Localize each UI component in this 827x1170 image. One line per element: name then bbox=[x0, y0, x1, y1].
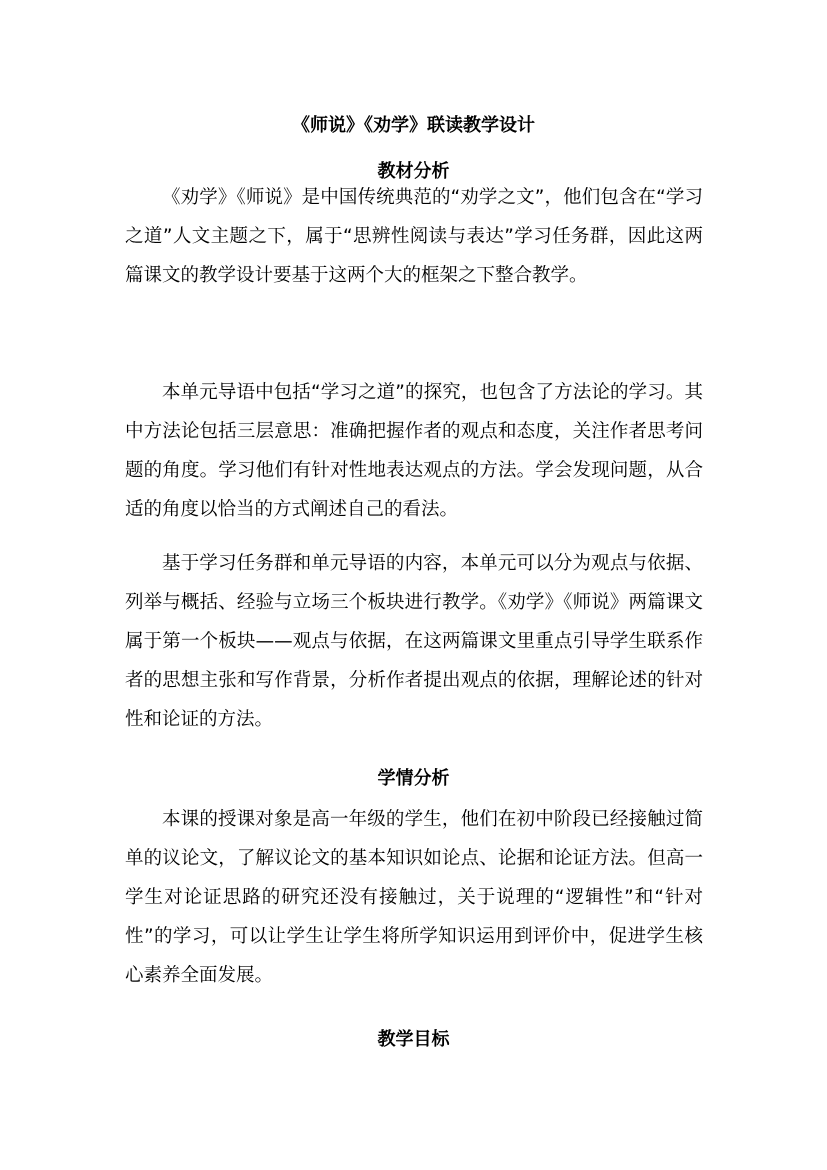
paragraph: 本课的授课对象是高一年级的学生，他们在初中阶段已经接触过简单的议论文，了解议论文的基本知识如论点、论据和论证方法。但高一学生对论证思路的研究还没有接触过，关于说理的“逻辑性”和“针对性”的学习，可以让学生让学生将所学知识运用到评价中，促进学生核心素养全面发展。 bbox=[125, 809, 703, 986]
section-heading-textbook-analysis: 教材分析 bbox=[377, 161, 450, 182]
section-heading-teaching-objectives: 教学目标 bbox=[377, 1029, 450, 1050]
document-title: 《师说》《劝学》联读教学设计 bbox=[292, 115, 535, 136]
paragraph: 基于学习任务群和单元导语的内容，本单元可以分为观点与依据、列举与概括、经验与立场三个板块进行教学。《劝学》《师说》两篇课文属于第一个板块——观点与依据，在这两篇课文里重点引导学生联系作者的思想主张和写作背景，分析作者提出观点的依据，理解论述的针对性和论证的方法。 bbox=[125, 553, 703, 730]
paragraph: 《劝学》《师说》是中国传统典范的“劝学之文”，他们包含在“学习之道”人文主题之下，属于“思辨性阅读与表达”学习任务群，因此这两篇课文的教学设计要基于这两个大的框架之下整合教学。 bbox=[125, 187, 703, 286]
paragraph: 本单元导语中包括“学习之道”的探究，也包含了方法论的学习。其中方法论包括三层意思：准确把握作者的观点和态度，关注作者思考问题的角度。学习他们有针对性地表达观点的方法。学会发现问题，从合适的角度以恰当的方式阐述自己的看法。 bbox=[125, 382, 703, 520]
section-heading-learner-analysis: 学情分析 bbox=[377, 768, 450, 789]
